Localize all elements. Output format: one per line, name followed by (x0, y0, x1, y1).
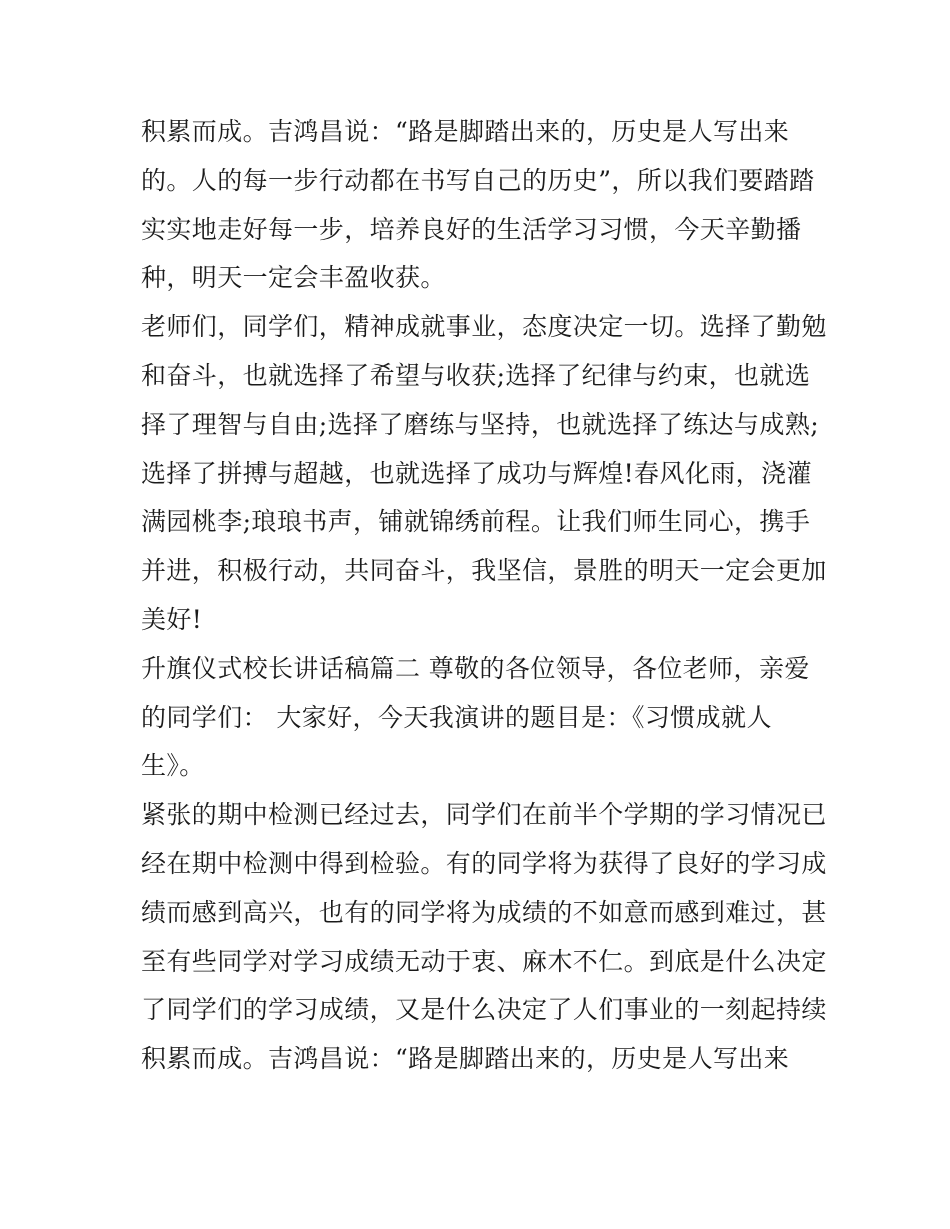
text-line: 实实地走好每一步，培养良好的生活学习习惯，今天辛勤播 (141, 214, 802, 244)
document-body (141, 108, 827, 1084)
text-line: 积累而成。吉鸿昌说：“路是脚踏出来的，历史是人写出来 (141, 117, 790, 146)
text-line: 的。人的每一步行动都在书写自己的历史”，所以我们要踏踏 (141, 165, 815, 195)
text-line: 绩而感到高兴，也有的同学将为成绩的不如意而感到难过，甚 (141, 897, 827, 927)
text-line: 的同学们： 大家好，今天我演讲的题目是：《习惯成就人 (141, 702, 772, 732)
text-line: 并进，积极行动，共同奋斗，我坚信，景胜的明天一定会更加 (141, 556, 827, 586)
text-line: 择了理智与自由;选择了磨练与坚持，也就选择了练达与成熟; (141, 409, 820, 439)
text-line: 和奋斗，也就选择了希望与收获;选择了纪律与约束，也就选 (141, 360, 811, 390)
text-line: 选择了拼搏与超越，也就选择了成功与辉煌!春风化雨，浇灌 (141, 458, 812, 488)
text-line: 生》。 (141, 751, 205, 781)
text-line: 紧张的期中检测已经过去，同学们在前半个学期的学习情况已 (141, 800, 827, 830)
text-line: 了同学们的学习成绩，又是什么决定了人们事业的一刻起持续 (141, 995, 827, 1025)
text-line: 美好! (141, 604, 203, 634)
text-line: 积累而成。吉鸿昌说：“路是脚踏出来的，历史是人写出来 (141, 1044, 790, 1074)
text-line: 种，明天一定会丰盈收获。 (141, 263, 446, 293)
text-line: 满园桃李;琅琅书声，铺就锦绣前程。让我们师生同心，携手 (141, 507, 811, 537)
text-line: 升旗仪式校长讲话稿篇二 尊敬的各位领导，各位老师，亲爱 (141, 653, 810, 683)
text-line: 老师们，同学们，精神成就事业，态度决定一切。选择了勤勉 (141, 312, 827, 342)
text-line: 至有些同学对学习成绩无动于衷、麻木不仁。到底是什么决定 (141, 946, 827, 976)
text-line: 经在期中检测中得到检验。有的同学将为获得了良好的学习成 (141, 848, 827, 878)
